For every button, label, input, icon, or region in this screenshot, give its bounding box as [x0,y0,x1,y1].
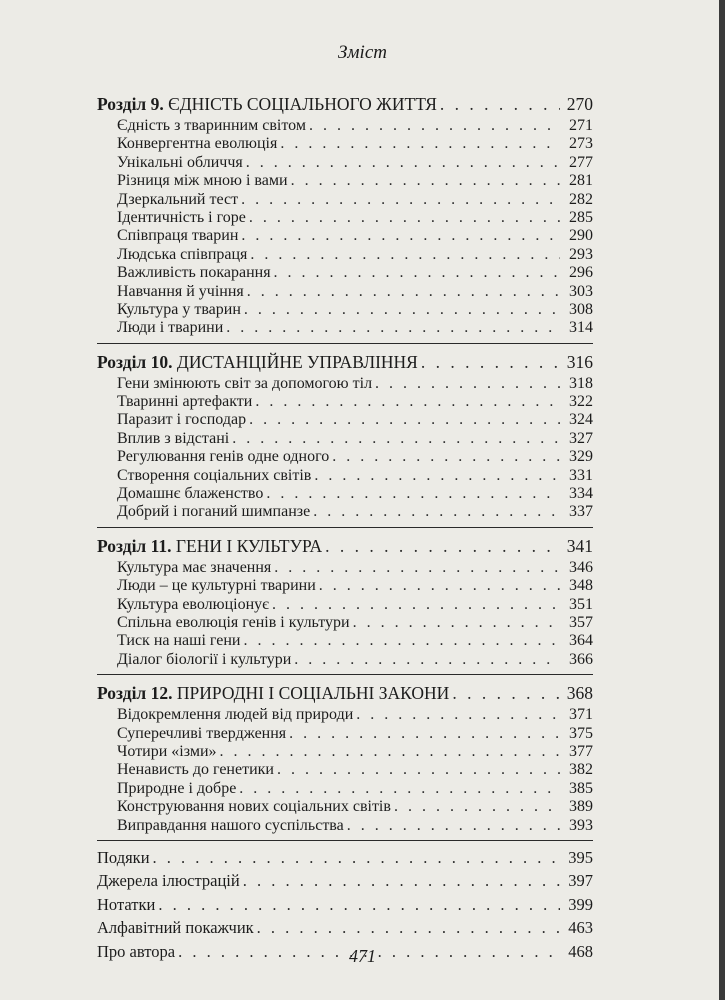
section-entry[interactable] [97,725,593,743]
section-title: Конвергентна еволюція [117,135,278,153]
section-page-number: 348 [569,577,593,595]
section-title: Єдність з тваринним світом [117,117,306,134]
backmatter-entry[interactable] [97,917,593,941]
section-page-number: 334 [569,485,593,503]
chapter-title: ДИСТАНЦІЙНЕ УПРАВЛІННЯ [176,351,418,372]
dot-leader [313,503,560,521]
section-title: Культура еволюціонує [117,595,270,613]
section-entry[interactable] [97,780,593,798]
section-entry[interactable] [97,301,593,319]
section-entry[interactable] [97,172,593,190]
section-title: Чотири «ізми» [117,742,217,760]
backmatter-page-number: 468 [568,941,593,961]
dot-leader [244,301,560,319]
dot-leader [255,393,560,411]
chapter-number: Розділ 9. [97,94,164,114]
chapter-block [97,534,593,669]
section-title: Тваринні артефакти [117,393,253,411]
backmatter-title: Джерела ілюстрацій [97,871,240,891]
section-page-number: 296 [569,264,593,282]
dot-leader [375,375,560,393]
dot-leader [241,191,560,209]
section-title: Люди – це культурні тварини [117,577,316,595]
section-title: Паразит і господар [117,411,247,429]
section-page-number: 377 [569,742,593,760]
section-divider [97,840,593,841]
section-title: Ненависть до генетики [117,761,274,779]
dot-leader [272,596,560,614]
section-entry[interactable] [97,411,593,429]
section-page-number: 357 [569,613,593,631]
section-title: Конструювання нових соціальних світів [117,798,391,816]
dot-leader [257,917,560,939]
section-title: Співпраця тварин [117,227,239,245]
section-entry[interactable] [97,467,593,485]
section-page-number: 371 [569,706,593,724]
section-title: Створення соціальних світів [117,466,312,484]
dot-leader [249,209,560,227]
backmatter-entry[interactable] [97,870,593,894]
dot-leader [309,117,560,135]
dot-leader [353,614,560,632]
section-title: Важливість покарання [117,264,271,282]
section-page-number: 389 [569,798,593,816]
dot-leader [332,448,560,466]
dot-leader [274,264,560,282]
dot-leader [266,485,560,503]
dot-leader [243,632,560,650]
section-entry[interactable] [97,651,593,669]
section-divider [97,674,593,675]
section-entry[interactable] [97,485,593,503]
backmatter-entry[interactable] [97,847,593,871]
section-title: Люди і тварини [117,319,224,337]
chapter-label [97,350,418,374]
section-page-number: 337 [569,503,593,521]
section-entry[interactable] [97,154,593,172]
section-title: Унікальні обличчя [117,153,243,171]
dot-leader [277,761,560,779]
dot-leader [280,135,560,153]
chapter-block [97,92,593,338]
page-number: 471 [349,946,376,966]
section-title: Добрий і поганий шимпанзе [117,503,311,521]
dot-leader [232,430,560,448]
dot-leader [440,92,560,116]
section-page-number: 293 [569,245,593,263]
dot-leader [325,534,560,558]
section-entry[interactable] [97,135,593,153]
section-entry[interactable] [97,817,593,835]
section-title: Дзеркальний тест [117,190,239,208]
chapter-heading[interactable] [97,92,593,117]
section-title: Домашнє блаженство [117,485,264,503]
dot-leader [247,283,560,301]
section-page-number: 318 [569,374,593,392]
chapter-label [97,92,437,116]
chapter-number: Розділ 10. [97,351,173,372]
backmatter-title: Алфавітний покажчик [97,918,254,938]
section-page-number: 285 [569,208,593,226]
chapter-heading[interactable] [97,350,593,375]
section-title: Спільна еволюція генів і культури [117,613,350,631]
section-entry[interactable] [97,375,593,393]
dot-leader [291,172,560,190]
chapter-title: ПРИРОДНІ І СОЦІАЛЬНІ ЗАКОНИ [176,683,450,704]
section-page-number: 314 [569,319,593,337]
section-divider [97,527,593,528]
dot-leader [274,559,560,577]
chapter-page-number: 368 [566,683,593,704]
dot-leader [243,870,560,892]
chapter-title: ГЕНИ І КУЛЬТУРА [175,535,323,556]
chapter-block [97,681,593,835]
section-entry[interactable] [97,209,593,227]
section-page-number: 324 [569,411,593,429]
chapter-title: ЄДНІСТЬ СОЦІАЛЬНОГО ЖИТТЯ [168,94,437,114]
dot-leader [226,319,560,337]
section-entry[interactable] [97,448,593,466]
dot-leader [319,577,560,595]
section-title: Людська співпраця [117,245,248,263]
section-entry[interactable] [97,761,593,779]
dot-leader [246,154,560,172]
section-page-number: 364 [569,632,593,650]
section-page-number: 282 [569,190,593,208]
chapter-page-number: 316 [566,351,593,372]
chapter-heading[interactable] [97,681,593,706]
section-entry[interactable] [97,798,593,816]
dot-leader [347,817,560,835]
section-divider [97,343,593,344]
section-entry[interactable] [97,577,593,595]
section-entry[interactable] [97,393,593,411]
section-title: Культура у тварин [117,300,241,318]
section-entry[interactable] [97,706,593,724]
section-entry[interactable] [97,430,593,448]
section-page-number: 382 [569,761,593,779]
section-page-number: 273 [569,135,593,153]
dot-leader [239,780,560,798]
section-page-number: 351 [569,595,593,613]
chapter-label [97,534,322,558]
dot-leader [249,411,560,429]
chapter-number: Розділ 11. [97,535,172,556]
dot-leader [220,743,560,761]
table-of-contents [97,92,593,964]
dot-leader [241,227,560,245]
section-page-number: 366 [569,650,593,668]
backmatter-page-number: 399 [568,894,593,914]
section-title: Гени змінюють світ за допомогою тіл [117,374,373,392]
section-title: Діалог біології і культури [117,650,292,668]
section-page-number: 331 [569,466,593,484]
section-page-number: 271 [569,117,593,134]
dot-leader [452,681,560,705]
chapter-block [97,350,593,522]
dot-leader [158,894,560,916]
dot-leader [314,467,560,485]
section-title: Ідентичність і горе [117,208,246,226]
section-entry[interactable] [97,596,593,614]
chapter-label [97,681,449,705]
section-page-number: 322 [569,393,593,411]
section-page-number: 327 [569,429,593,447]
dot-leader [153,847,560,869]
section-entry[interactable] [97,117,593,135]
section-page-number: 346 [569,558,593,576]
dot-leader [356,706,560,724]
running-header: Зміст [338,42,387,63]
section-title: Виправдання нашого суспільства [117,816,344,834]
section-title: Природне і добре [117,779,237,797]
section-title: Суперечливі твердження [117,724,287,742]
section-entry[interactable] [97,227,593,245]
section-title: Тиск на наші гени [117,632,241,650]
section-title: Вплив з відстані [117,429,230,447]
backmatter-entry[interactable] [97,894,593,918]
dot-leader [394,798,560,816]
section-entry[interactable] [97,503,593,521]
section-page-number: 393 [569,816,593,834]
section-entry[interactable] [97,191,593,209]
section-entry[interactable] [97,319,593,337]
chapter-page-number: 341 [566,535,593,556]
dot-leader [421,350,560,374]
section-entry[interactable] [97,632,593,650]
section-entry[interactable] [97,246,593,264]
section-page-number: 277 [569,153,593,171]
section-entry[interactable] [97,743,593,761]
section-page-number: 329 [569,448,593,466]
section-page-number: 375 [569,724,593,742]
backmatter-title: Подяки [97,847,150,867]
section-title: Різниця між мною і вами [117,172,288,190]
backmatter-title: Про автора [97,941,176,961]
chapter-page-number: 270 [566,94,593,114]
dot-leader [289,725,560,743]
section-title: Культура має значення [117,558,272,576]
section-page-number: 281 [569,172,593,190]
page-edge-shadow [719,0,725,1000]
section-page-number: 308 [569,300,593,318]
backmatter-page-number: 463 [568,918,593,938]
chapter-number: Розділ 12. [97,683,173,704]
section-page-number: 303 [569,282,593,300]
section-entry[interactable] [97,614,593,632]
dot-leader [250,246,560,264]
section-page-number: 385 [569,779,593,797]
chapter-heading[interactable] [97,534,593,559]
backmatter-page-number: 397 [568,871,593,891]
backmatter-title: Нотатки [97,894,156,914]
section-entry[interactable] [97,559,593,577]
section-entry[interactable] [97,264,593,282]
section-page-number: 290 [569,227,593,245]
section-title: Навчання й учіння [117,282,244,300]
section-title: Відокремлення людей від природи [117,706,354,724]
section-title: Регулювання генів одне одного [117,448,330,466]
section-entry[interactable] [97,283,593,301]
dot-leader [294,651,560,669]
backmatter-page-number: 395 [568,847,593,867]
